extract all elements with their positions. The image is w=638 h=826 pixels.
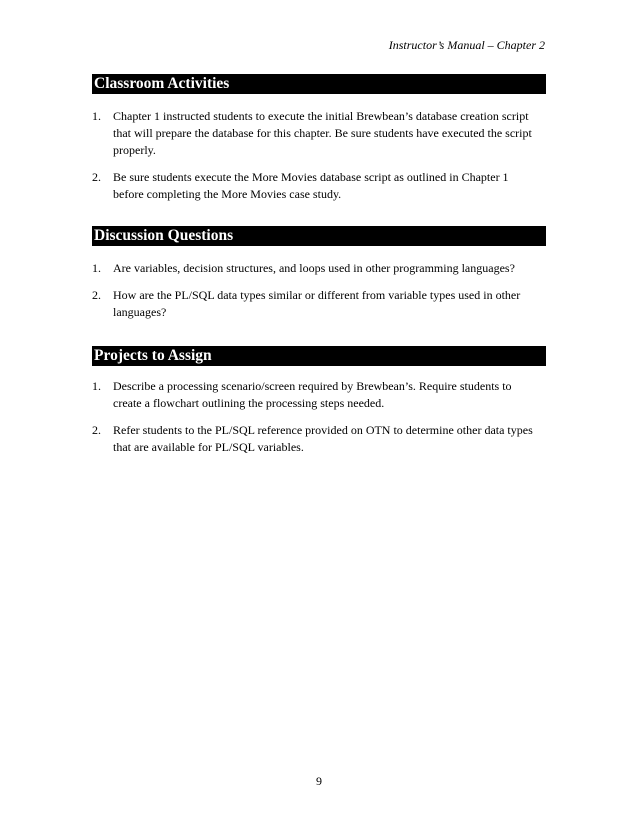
section-title-projects-to-assign: Projects to Assign xyxy=(92,346,546,366)
item-text: Chapter 1 instructed students to execute the initial Brewbean’s database creation script that will prepare the database for this chapter. Be sure students have executed the script properly. xyxy=(113,109,532,157)
running-header: Instructor’s Manual – Chapter 2 xyxy=(388,38,545,52)
item-number: 1. xyxy=(92,109,101,123)
item-text: How are the PL/SQL data types similar or different from variable types used in other languages? xyxy=(113,288,521,319)
projects-to-assign-list xyxy=(92,378,542,466)
list-item xyxy=(92,260,542,277)
item-number: 1. xyxy=(92,379,101,393)
item-number: 2. xyxy=(92,170,101,184)
item-text: Refer students to the PL/SQL reference provided on OTN to determine other data types that are available for PL/SQL variables. xyxy=(113,423,533,454)
item-text: Are variables, decision structures, and loops used in other programming languages? xyxy=(113,261,515,275)
discussion-questions-list xyxy=(92,260,542,331)
classroom-activities-list xyxy=(92,108,542,213)
item-number: 2. xyxy=(92,423,101,437)
section-title-classroom-activities: Classroom Activities xyxy=(92,74,546,94)
item-text: Be sure students execute the More Movies database script as outlined in Chapter 1 before completing the More Movies case study. xyxy=(113,170,509,201)
item-text: Describe a processing scenario/screen required by Brewbean’s. Require students to create a flowchart outlining the processing steps needed. xyxy=(113,379,512,410)
list-item xyxy=(92,169,542,203)
page-number: 9 xyxy=(316,774,322,788)
list-item xyxy=(92,287,542,321)
section-title-discussion-questions: Discussion Questions xyxy=(92,226,546,246)
list-item xyxy=(92,108,542,159)
item-number: 1. xyxy=(92,261,101,275)
list-item xyxy=(92,378,542,412)
item-number: 2. xyxy=(92,288,101,302)
list-item xyxy=(92,422,542,456)
